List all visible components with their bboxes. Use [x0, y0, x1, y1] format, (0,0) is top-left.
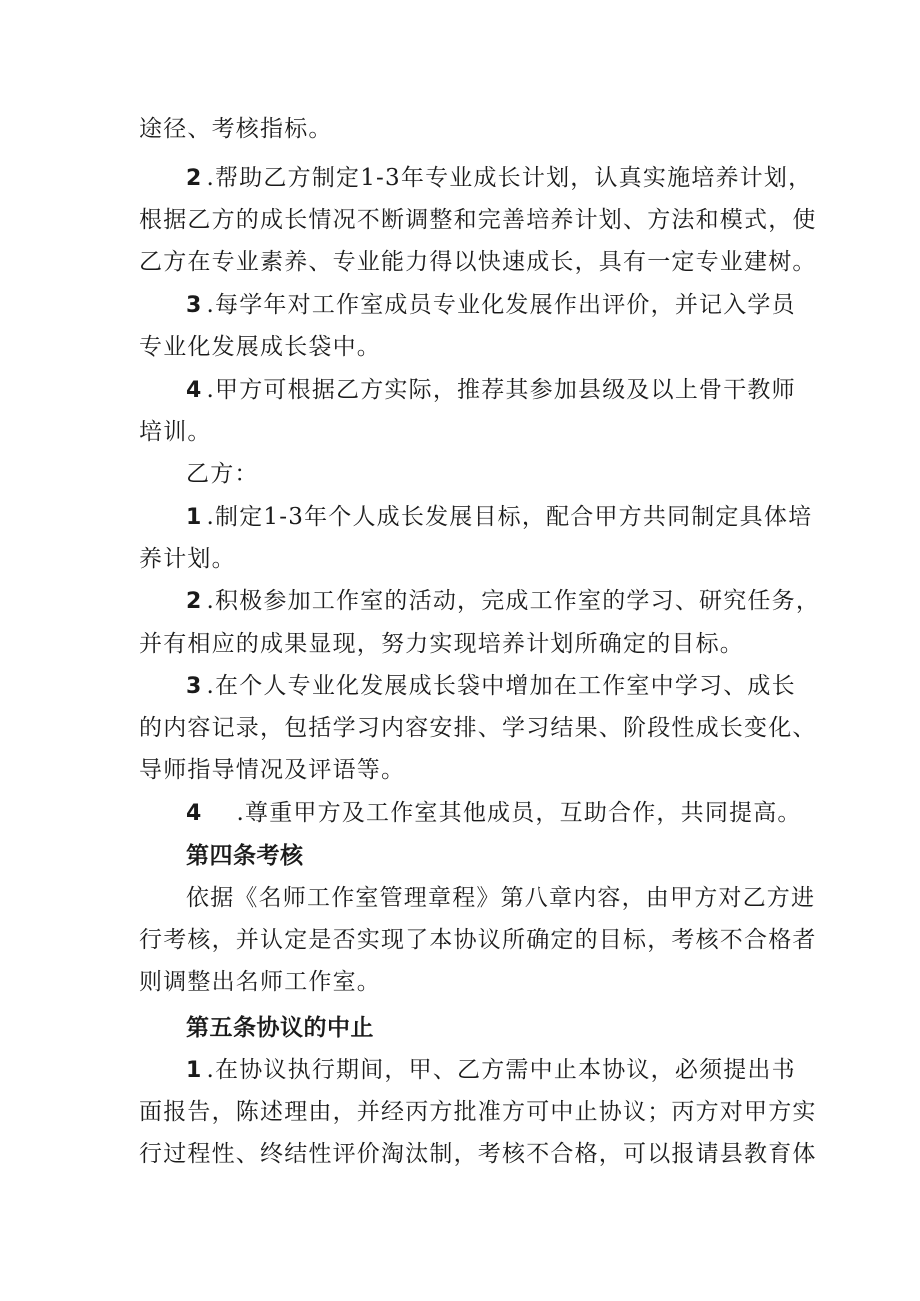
line-text: 专业化发展成长袋中。	[139, 334, 381, 360]
list-item	[186, 668, 836, 704]
line-text: 依据《名师工作室管理章程》第八章内容，由甲方对乙方进	[186, 885, 816, 911]
line-text: 途径、考核指标。	[139, 116, 333, 142]
text-line	[139, 111, 789, 147]
text-line	[139, 541, 789, 577]
line-text: .帮助乙方制定1-3年专业成长计划，认真实施培养计划，	[206, 165, 813, 191]
line-text: .尊重甲方及工作室其他成员，互助合作，共同提高。	[236, 800, 802, 826]
text-line	[186, 880, 836, 916]
item-number: 3	[186, 293, 203, 318]
item-number: 3	[186, 674, 203, 699]
list-item	[186, 160, 836, 196]
text-line	[139, 414, 789, 450]
line-text: 面报告，陈述理由，并经丙方批准方可中止协议；丙方对甲方实	[139, 1099, 817, 1125]
line-text: 的内容记录，包括学习内容安排、学习结果、阶段性成长变化、	[139, 715, 817, 741]
text-line	[139, 1094, 817, 1130]
section-heading	[186, 838, 836, 874]
line-text: 养计划。	[139, 546, 236, 572]
heading-text: 第四条考核	[186, 843, 304, 869]
line-text: 根据乙方的成长情况不断调整和完善培养计划、方法和模式，使	[139, 207, 817, 233]
party-label	[186, 456, 836, 492]
text-line	[139, 710, 817, 746]
line-text: 乙方在专业素养、专业能力得以快速成长，具有一定专业建树。	[139, 249, 817, 275]
line-text: 行考核，并认定是否实现了本协议所确定的目标，考核不合格者	[139, 927, 817, 953]
text-line	[139, 626, 789, 662]
line-text: .每学年对工作室成员专业化发展作出评价，并记入学员	[206, 292, 796, 318]
text-line	[139, 329, 789, 365]
line-text: .积极参加工作室的活动，完成工作室的学习、研究任务，	[206, 588, 821, 614]
list-item	[186, 795, 836, 831]
list-item	[186, 372, 836, 408]
line-text: .在协议执行期间，甲、乙方需中止本协议，必须提出书	[206, 1057, 796, 1083]
item-number: 1	[186, 1058, 203, 1083]
line-text: 行过程性、终结性评价淘汰制，考核不合格，可以报请县教育体	[139, 1141, 817, 1167]
text-line	[139, 752, 789, 788]
list-item	[186, 583, 836, 619]
list-item	[186, 499, 836, 535]
line-text: 并有相应的成果显现，努力实现培养计划所确定的目标。	[139, 631, 744, 657]
item-number: 4	[186, 378, 203, 403]
line-text: 乙方：	[186, 461, 259, 487]
item-number: 2	[186, 166, 203, 191]
item-number: 1	[186, 505, 203, 530]
line-text: .甲方可根据乙方实际，推荐其参加县级及以上骨干教师	[206, 377, 796, 403]
list-item	[186, 1052, 836, 1088]
line-text: .在个人专业化发展成长袋中增加在工作室中学习、成长	[206, 673, 796, 699]
line-text: 培训。	[139, 419, 212, 445]
text-line	[139, 922, 817, 958]
section-heading	[186, 1010, 836, 1046]
line-text: 导师指导情况及评语等。	[139, 757, 406, 783]
text-line	[139, 244, 817, 280]
item-number: 2	[186, 589, 203, 614]
line-text: .制定1-3年个人成长发展目标，配合甲方共同制定具体培	[206, 504, 813, 530]
text-line	[139, 1136, 817, 1172]
list-item	[186, 287, 836, 323]
text-line	[139, 964, 789, 1000]
text-line	[139, 202, 817, 238]
heading-text: 第五条协议的中止	[186, 1015, 374, 1041]
item-number: 4	[186, 801, 203, 826]
line-text: 则调整出名师工作室。	[139, 969, 381, 995]
